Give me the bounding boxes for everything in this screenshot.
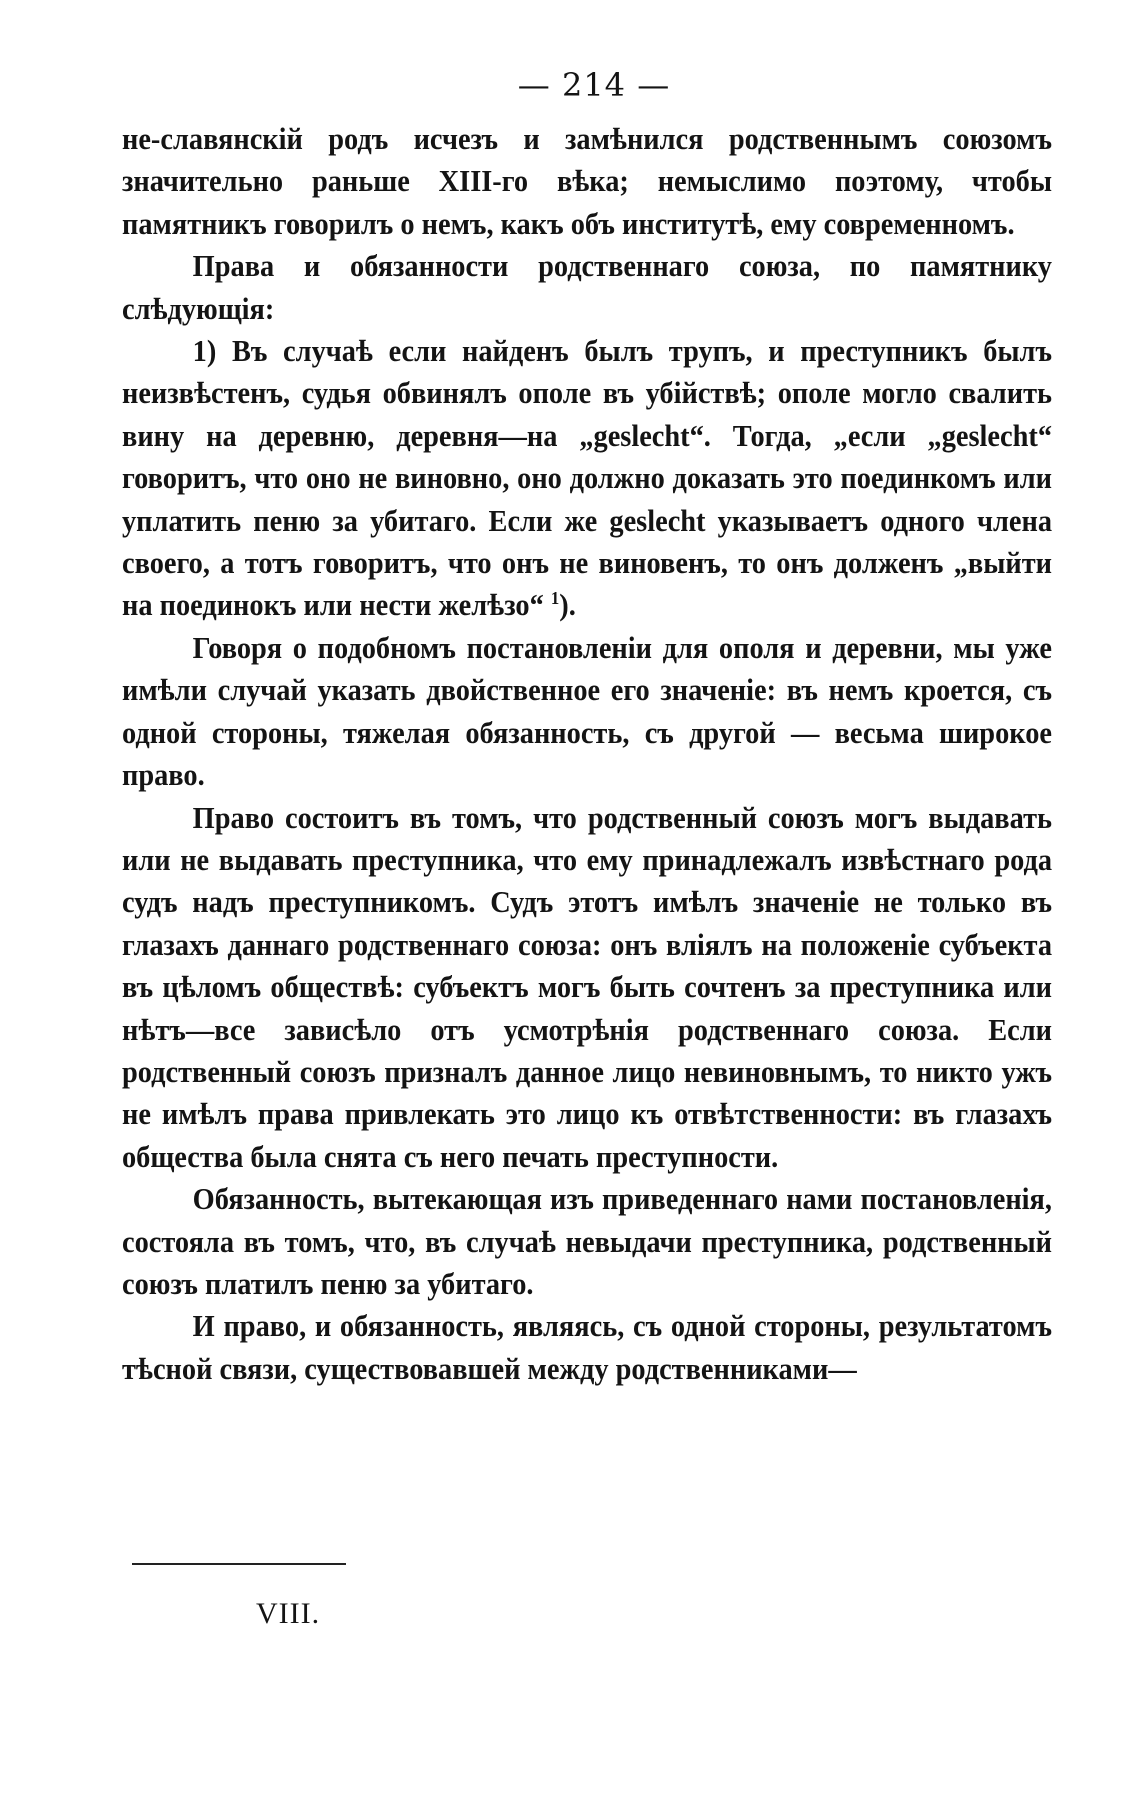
document-page xyxy=(122,52,1052,1390)
page-number: — 214 — xyxy=(517,66,671,104)
paragraph-6: Обязанность, вытекающая изъ приведеннаго нами постановленія, состояла въ томъ, что, въ случаѣ невыдачи преступника, родственный союзъ платилъ пеню за убитаго. xyxy=(122,1182,1052,1301)
paragraph-7: И право, и обязанность, являясь, съ одной стороны, результатомъ тѣсной связи, существовавшей между родственниками— xyxy=(122,1309,1052,1386)
signature-mark: VIII. xyxy=(256,1597,321,1630)
paragraph-2: Права и обязанности родственнаго союза, по памятнику слѣдующія: xyxy=(122,249,1052,326)
footnote-divider xyxy=(132,1563,346,1565)
paragraph-3 xyxy=(122,330,1052,627)
body-text xyxy=(122,118,1052,1390)
footnote-marker-suffix: ). xyxy=(559,588,576,623)
paragraph-5: Право состоитъ въ томъ, что родственный союзъ могъ выдавать или не выдавать преступника, что ему принадлежалъ извѣстнаго рода судъ надъ преступникомъ. Судъ этотъ имѣлъ значеніе не только въ глазахъ даннаго родственнаго союза: онъ вліялъ на положеніе субъекта въ цѣломъ обществѣ: субъектъ могъ быть сочтенъ за преступника или нѣтъ—все зависѣло отъ усмотрѣнія родственнаго союза. Если родственный союзъ призналъ данное лицо невиновнымъ, то никто ужъ не имѣлъ права привлекать это лицо къ отвѣтственности: въ глазахъ общества была снята съ него печать преступности. xyxy=(122,800,1052,1174)
paragraph-4: Говоря о подобномъ постановленіи для ополя и деревни, мы уже имѣли случай указать двойственное его значеніе: въ немъ кроется, съ одной стороны, тяжелая обязанность, съ другой — весьма широкое право. xyxy=(122,630,1052,793)
paragraph-1: не-славянскій родъ исчезъ и замѣнился родственнымъ союзомъ значительно раньше XIII-го вѣка; немыслимо поэтому, чтобы памятникъ говорилъ о немъ, какъ объ институтѣ, ему современномъ. xyxy=(122,122,1052,241)
footnote-marker: 1 xyxy=(550,588,560,609)
paragraph-3-text: 1) Въ случаѣ если найденъ былъ трупъ, и преступникъ былъ неизвѣстенъ, судья обвинялъ ополе въ убійствѣ; ополе могло свалить вину на деревню, деревня—на „geslecht“. Тогда, „если „geslecht“ говоритъ, что оно не виновно, оно должно доказать это поединкомъ или уплатить пеню за убитаго. Если же geslecht указываетъ одного члена своего, а тотъ говоритъ, что онъ не виновенъ, то онъ долженъ „выйти на поединокъ или нести желѣзо“ xyxy=(122,334,1052,623)
